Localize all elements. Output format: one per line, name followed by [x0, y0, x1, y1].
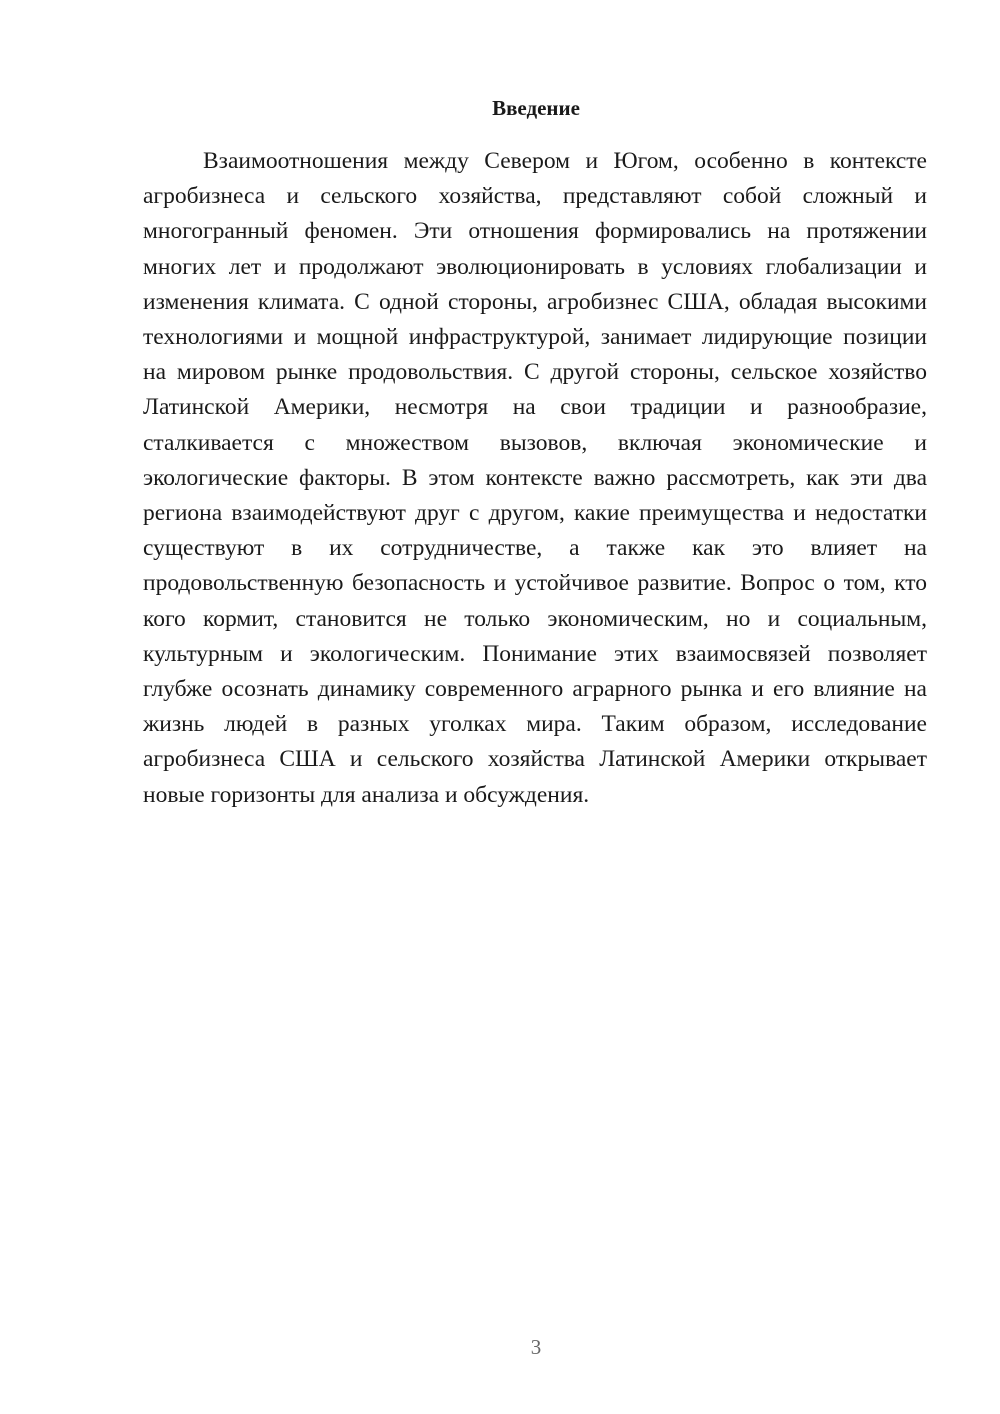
intro-paragraph: Взаимоотношения между Севером и Югом, особенно в контексте агробизнеса и сельского хозяйства, представляют собой сложный и многогранный феномен. Эти отношения формировались на протяжении многих лет и продолжают эволюционировать в условиях глобализации и изменения климата. С одной стороны, агробизнес США, обладая высокими технологиями и мощной инфраструктурой, занимает лидирующие позиции на мировом рынке продовольствия. С другой стороны, сельское хозяйство Латинской Америки, несмотря на свои традиции и разнообразие, сталкивается с множеством вызовов, включая экономические и экологические факторы. В этом контексте важно рассмотреть, как эти два региона взаимодействуют друг с другом, какие преимущества и недостатки существуют в их сотрудничестве, а также как это влияет на продовольственную безопасность и устойчивое развитие. Вопрос о том, кто кого кормит, становится не только экономическим, но и социальным, культурным и экологическим. Понимание этих взаимосвязей позволяет глубже осознать динамику современного аграрного рынка и его влияние на жизнь людей в разных уголках мира. Таким образом, исследование агробизнеса США и сельского хозяйства Латинской Америки открывает новые горизонты для анализа и обсуждения. [143, 148, 927, 808]
page-number: 3 [530, 1335, 542, 1359]
section-heading: Введение [492, 96, 580, 120]
